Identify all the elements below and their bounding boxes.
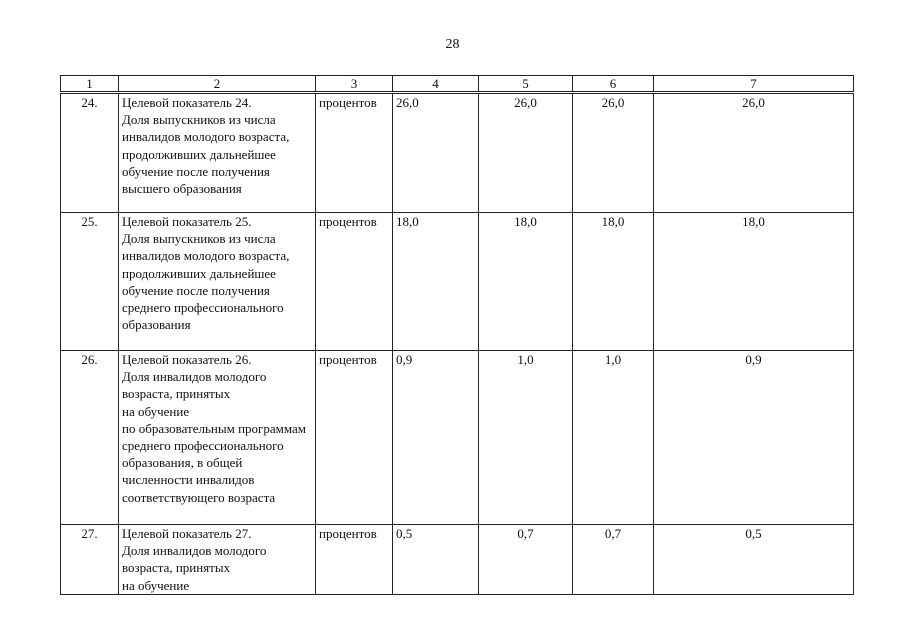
column-header: 5 <box>479 76 573 92</box>
value-cell <box>573 213 654 351</box>
indicator-description: Целевой показатель 26. Доля инвалидов молодого возраста, принятых на обучение по образовательным программам среднего профессионального образования, в общей численности инвалидов соответствующего возраста <box>119 351 316 525</box>
value-cell <box>479 525 573 595</box>
unit-cell: процентов <box>316 525 393 595</box>
value-text: 18,0 <box>396 214 419 229</box>
value-cell <box>654 351 854 525</box>
table-header-row <box>61 76 854 92</box>
value-cell <box>654 525 854 595</box>
value-cell <box>573 94 654 213</box>
value-text: 18,0 <box>601 214 625 229</box>
value-cell <box>393 213 479 351</box>
value-text: 26,0 <box>396 95 419 110</box>
column-header: 1 <box>61 76 119 92</box>
value-cell <box>393 525 479 595</box>
column-header: 4 <box>393 76 479 92</box>
column-header: 2 <box>119 76 316 92</box>
indicator-description: Целевой показатель 24. Доля выпускников из числа инвалидов молодого возраста, продолживших дальнейшее обучение после получения высшего образования <box>119 94 316 213</box>
value-cell <box>393 94 479 213</box>
table-row <box>61 525 854 595</box>
unit-cell: процентов <box>316 351 393 525</box>
page-number: 28 <box>445 37 460 52</box>
value-text: 0,9 <box>745 352 762 367</box>
value-cell <box>573 351 654 525</box>
value-cell <box>479 94 573 213</box>
value-text: 26,0 <box>742 95 765 110</box>
table-row <box>61 94 854 213</box>
value-cell <box>479 213 573 351</box>
value-text: 18,0 <box>514 214 537 229</box>
value-cell <box>654 94 854 213</box>
value-cell <box>479 351 573 525</box>
indicator-description: Целевой показатель 25. Доля выпускников из числа инвалидов молодого возраста, продолживших дальнейшее обучение после получения среднего профессионального образования <box>119 213 316 351</box>
column-header: 7 <box>654 76 854 92</box>
value-text: 18,0 <box>742 214 765 229</box>
value-cell <box>654 213 854 351</box>
value-text: 1,0 <box>604 352 622 367</box>
table-row <box>61 213 854 351</box>
value-text: 0,9 <box>396 352 413 367</box>
indicator-description: Целевой показатель 27. Доля инвалидов молодого возраста, принятых на обучение <box>119 525 316 595</box>
value-text: 0,7 <box>517 526 534 541</box>
row-number: 24. <box>61 94 119 213</box>
value-text: 0,5 <box>396 526 413 541</box>
indicators-table <box>60 75 854 595</box>
value-text: 26,0 <box>601 95 625 110</box>
value-cell <box>393 351 479 525</box>
row-number: 26. <box>61 351 119 525</box>
value-text: 26,0 <box>514 95 537 110</box>
table-row <box>61 351 854 525</box>
value-text: 1,0 <box>517 352 534 367</box>
value-text: 0,7 <box>604 526 622 541</box>
row-number: 27. <box>61 525 119 595</box>
row-number: 25. <box>61 213 119 351</box>
value-text: 0,5 <box>745 526 762 541</box>
value-cell <box>573 525 654 595</box>
column-header: 3 <box>316 76 393 92</box>
column-header: 6 <box>573 76 654 92</box>
unit-cell: процентов <box>316 213 393 351</box>
unit-cell: процентов <box>316 94 393 213</box>
